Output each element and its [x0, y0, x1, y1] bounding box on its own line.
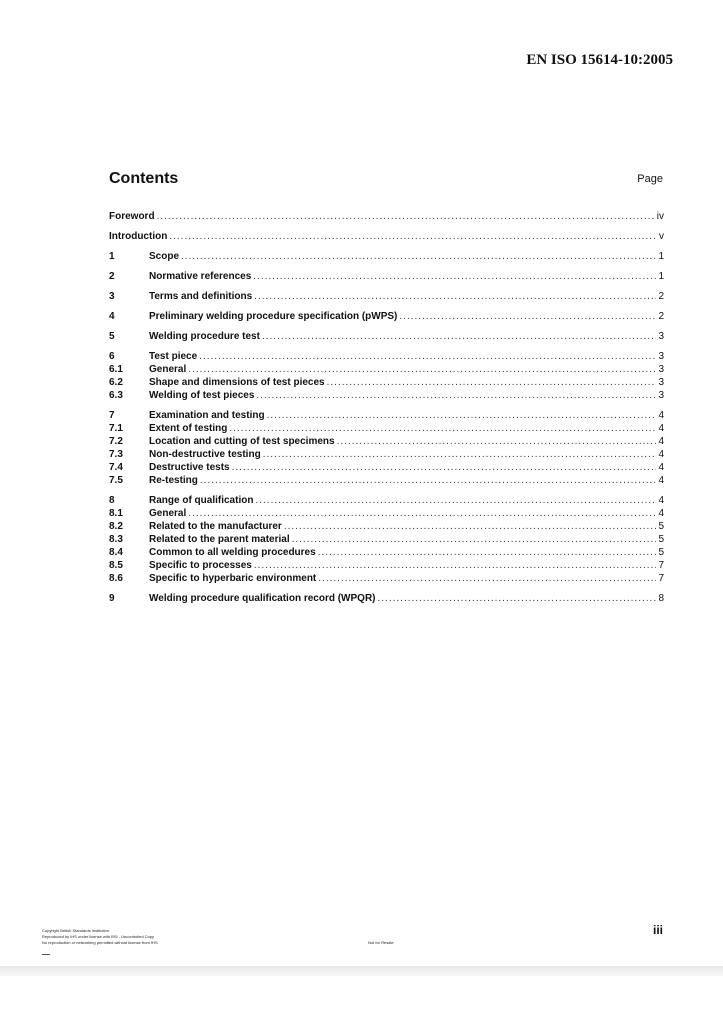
toc-entry-page: 3 — [658, 390, 664, 401]
dot-leader — [292, 533, 657, 546]
toc-entry[interactable] — [109, 310, 664, 323]
dot-leader — [232, 461, 657, 474]
page-column-label: Page — [637, 173, 663, 185]
dot-leader — [169, 230, 657, 243]
toc-entry-foreword[interactable] — [109, 210, 664, 223]
toc-entry-page: 4 — [658, 495, 664, 506]
toc-entry-number: 1 — [109, 251, 115, 262]
toc-entry-title: General — [149, 508, 187, 519]
toc-subentry[interactable] — [109, 435, 664, 448]
toc-entry[interactable] — [109, 250, 664, 263]
toc-entry-title: Scope — [149, 251, 180, 262]
toc-entry[interactable] — [109, 350, 664, 363]
toc-entry-title: Related to the parent material — [149, 534, 290, 545]
toc-entry-page: 3 — [658, 351, 664, 362]
dot-leader — [181, 250, 656, 263]
toc-subentry[interactable] — [109, 448, 664, 461]
toc-entry-number: 9 — [109, 593, 115, 604]
toc-entry-page: 5 — [658, 547, 664, 558]
toc-entry-number: 7 — [109, 410, 115, 421]
toc-subentry[interactable] — [109, 461, 664, 474]
copyright-notice — [42, 928, 158, 946]
copyright-line: No reproduction or networking permitted without license from IHS — [42, 940, 158, 945]
toc-entry-title: Welding of test pieces — [149, 390, 255, 401]
toc-subentry[interactable] — [109, 546, 664, 559]
toc-entry-title: Introduction — [109, 231, 168, 242]
toc-entry-number: 4 — [109, 311, 115, 322]
toc-entry-number: 7.2 — [109, 436, 123, 447]
toc-entry-page: 4 — [658, 508, 664, 519]
toc-entry-title: Common to all welding procedures — [149, 547, 316, 558]
toc-entry-page: 8 — [658, 593, 664, 604]
toc-entry-title: Welding procedure qualification record (WPQR) — [149, 593, 376, 604]
toc-subentry[interactable] — [109, 559, 664, 572]
toc-entry-number: 8.6 — [109, 573, 123, 584]
toc-entry-number: 7.4 — [109, 462, 123, 473]
dot-leader — [284, 520, 657, 533]
toc-subentry[interactable] — [109, 533, 664, 546]
dot-leader — [318, 546, 657, 559]
toc-entry-number: 6.3 — [109, 390, 123, 401]
toc-entry-title: Related to the manufacturer — [149, 521, 282, 532]
toc-subentry[interactable] — [109, 422, 664, 435]
toc-entry-title: Welding procedure test — [149, 331, 260, 342]
toc-entry-title: Range of qualification — [149, 495, 254, 506]
toc-entry-page: 2 — [658, 291, 664, 302]
toc-entry-page: 4 — [658, 410, 664, 421]
toc-entry-number: 6 — [109, 351, 115, 362]
toc-entry-title: Specific to hyperbaric environment — [149, 573, 317, 584]
toc-entry-introduction[interactable] — [109, 230, 664, 243]
toc-entry-page: 4 — [658, 436, 664, 447]
dot-leader — [255, 494, 656, 507]
toc-entry-number: 8.3 — [109, 534, 123, 545]
toc-entry-page: 7 — [658, 573, 664, 584]
toc-entry-page: 3 — [658, 364, 664, 375]
contents-heading: Contents — [109, 170, 179, 187]
copyright-line: Reproduced by IHS under license with BSI - Uncontrolled Copy — [42, 934, 155, 939]
dot-leader — [253, 270, 656, 283]
toc-subentry[interactable] — [109, 507, 664, 520]
toc-entry-number: 8.5 — [109, 560, 123, 571]
dot-leader — [267, 409, 657, 422]
toc-entry-number: 7.5 — [109, 475, 123, 486]
toc-entry[interactable] — [109, 270, 664, 283]
dot-leader — [188, 507, 656, 520]
toc-entry-number: 8 — [109, 495, 115, 506]
toc-entry-page: 4 — [658, 462, 664, 473]
toc-entry-page: 2 — [658, 311, 664, 322]
toc-entry-page: 4 — [658, 449, 664, 460]
toc-entry-title: Test piece — [149, 351, 198, 362]
toc-entry-page: 3 — [658, 377, 664, 388]
toc-entry-title: Re-testing — [149, 475, 198, 486]
dot-leader — [337, 435, 657, 448]
dot-leader — [188, 363, 656, 376]
toc-entry-page: 4 — [658, 475, 664, 486]
toc-entry-title: Examination and testing — [149, 410, 265, 421]
toc-entry-number: 7.3 — [109, 449, 123, 460]
toc-subentry[interactable] — [109, 376, 664, 389]
dot-leader — [327, 376, 657, 389]
toc-entry-title: Shape and dimensions of test pieces — [149, 377, 325, 388]
toc-entry-title: Extent of testing — [149, 423, 228, 434]
toc-entry-number: 8.1 — [109, 508, 123, 519]
footer-rule — [42, 954, 50, 955]
scan-edge — [0, 966, 723, 976]
dot-leader — [399, 310, 656, 323]
dot-leader — [256, 389, 656, 402]
toc-entry[interactable] — [109, 592, 664, 605]
toc-entry-page: 5 — [658, 521, 664, 532]
toc-entry-page: 1 — [658, 271, 664, 282]
resale-notice: Not for Resale — [368, 940, 394, 945]
toc-subentry[interactable] — [109, 474, 664, 487]
dot-leader — [262, 330, 656, 343]
dot-leader — [318, 572, 656, 585]
toc-entry-title: General — [149, 364, 187, 375]
toc-entry-number: 7.1 — [109, 423, 123, 434]
toc-subentry[interactable] — [109, 389, 664, 402]
toc-subentry[interactable] — [109, 520, 664, 533]
toc-entry-title: Location and cutting of test specimens — [149, 436, 335, 447]
table-of-contents — [109, 210, 664, 605]
toc-entry-number: 8.4 — [109, 547, 123, 558]
dot-leader — [378, 592, 657, 605]
toc-entry[interactable] — [109, 290, 664, 303]
dot-leader — [229, 422, 656, 435]
toc-entry-page: 3 — [658, 331, 664, 342]
page-number: iii — [652, 923, 663, 937]
toc-entry-page: iv — [656, 211, 664, 222]
toc-entry[interactable] — [109, 409, 664, 422]
toc-entry[interactable] — [109, 494, 664, 507]
toc-entry-page: 1 — [658, 251, 664, 262]
dot-leader — [254, 290, 656, 303]
copyright-line: Copyright British Standards Institution — [42, 928, 109, 933]
toc-entry-title: Foreword — [109, 211, 155, 222]
dot-leader — [263, 448, 657, 461]
toc-entry-title: Preliminary welding procedure specification (pWPS) — [149, 311, 398, 322]
toc-entry-title: Terms and definitions — [149, 291, 253, 302]
dot-leader — [200, 474, 657, 487]
toc-entry[interactable] — [109, 330, 664, 343]
toc-subentry[interactable] — [109, 363, 664, 376]
standard-code: EN ISO 15614-10:2005 — [526, 52, 673, 68]
toc-entry-page: 4 — [658, 423, 664, 434]
toc-subentry[interactable] — [109, 572, 664, 585]
dot-leader — [157, 210, 655, 223]
toc-entry-title: Specific to processes — [149, 560, 252, 571]
toc-entry-page: v — [659, 231, 664, 242]
toc-entry-number: 6.1 — [109, 364, 123, 375]
toc-entry-number: 6.2 — [109, 377, 123, 388]
dot-leader — [199, 350, 656, 363]
toc-entry-number: 5 — [109, 331, 115, 342]
toc-entry-title: Destructive tests — [149, 462, 230, 473]
toc-entry-number: 8.2 — [109, 521, 123, 532]
dot-leader — [254, 559, 657, 572]
toc-entry-number: 2 — [109, 271, 115, 282]
toc-entry-title: Non-destructive testing — [149, 449, 261, 460]
toc-entry-page: 7 — [658, 560, 664, 571]
toc-entry-number: 3 — [109, 291, 115, 302]
toc-entry-title: Normative references — [149, 271, 252, 282]
toc-entry-page: 5 — [658, 534, 664, 545]
